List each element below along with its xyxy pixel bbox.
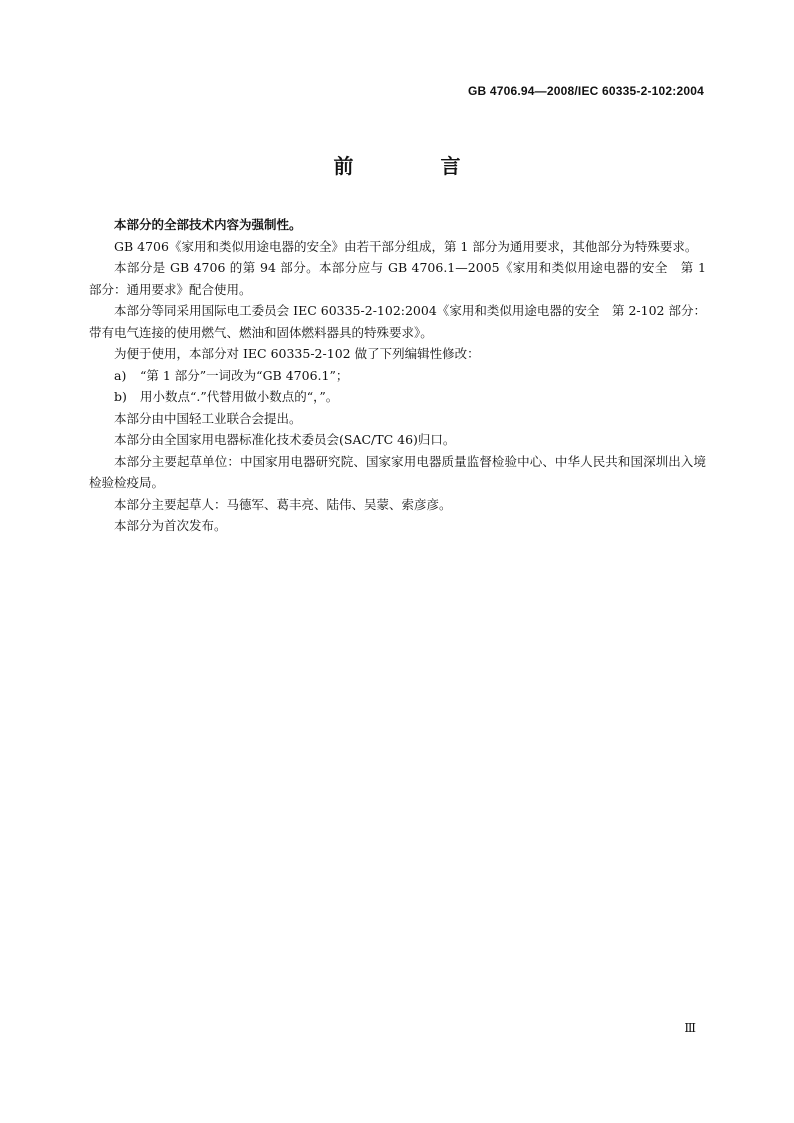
list-item [89, 365, 706, 387]
page-number: Ⅲ [684, 1021, 696, 1035]
paragraph-composition: GB 4706《家用和类似用途电器的安全》由若干部分组成，第 1 部分为通用要求，其他部分为特殊要求。 [114, 238, 698, 254]
paragraph-centralized-by: 本部分由全国家用电器标准化技术委员会(SAC/TC 46)归口。 [114, 432, 456, 447]
list-marker: b) [114, 389, 127, 404]
paragraph-drafting-units: 本部分主要起草单位：中国家用电器研究院、国家家用电器质量监督检验中心、中华人民共和国深圳出入境检验检疫局。 [89, 453, 706, 490]
foreword-body [89, 214, 706, 537]
standard-code: GB 4706.94—2008/IEC 60335-2-102:2004 [467, 84, 704, 98]
list-item-text: 用小数点“.”代替用做小数点的“，”。 [140, 389, 339, 404]
paragraph-iec-adoption: 本部分等同采用国际电工委员会 IEC 60335-2-102:2004《家用和类似用途电器的安全 第 2-102 部分：带有电气连接的使用燃气、燃油和固体燃料器具的特殊要求》。 [89, 303, 706, 340]
paragraph-part-relation: 本部分是 GB 4706 的第 94 部分。本部分应与 GB 4706.1—2005《家用和类似用途电器的安全 第 1 部分：通用要求》配合使用。 [89, 260, 706, 297]
paragraph-first-release: 本部分为首次发布。 [114, 518, 227, 533]
paragraph-drafters: 本部分主要起草人：马德军、葛丰亮、陆伟、吴蒙、索彦彦。 [114, 496, 452, 512]
mandatory-statement: 本部分的全部技术内容为强制性。 [114, 217, 302, 232]
list-item [89, 386, 706, 408]
list-item-text: “第 1 部分”一词改为“GB 4706.1”； [140, 367, 349, 383]
paragraph-editorial-changes: 为便于使用，本部分对 IEC 60335-2-102 做了下列编辑性修改： [114, 346, 480, 361]
page-title: 前 言 [333, 154, 501, 178]
paragraph-proposed-by: 本部分由中国轻工业联合会提出。 [114, 410, 302, 426]
list-marker: a) [114, 367, 127, 383]
